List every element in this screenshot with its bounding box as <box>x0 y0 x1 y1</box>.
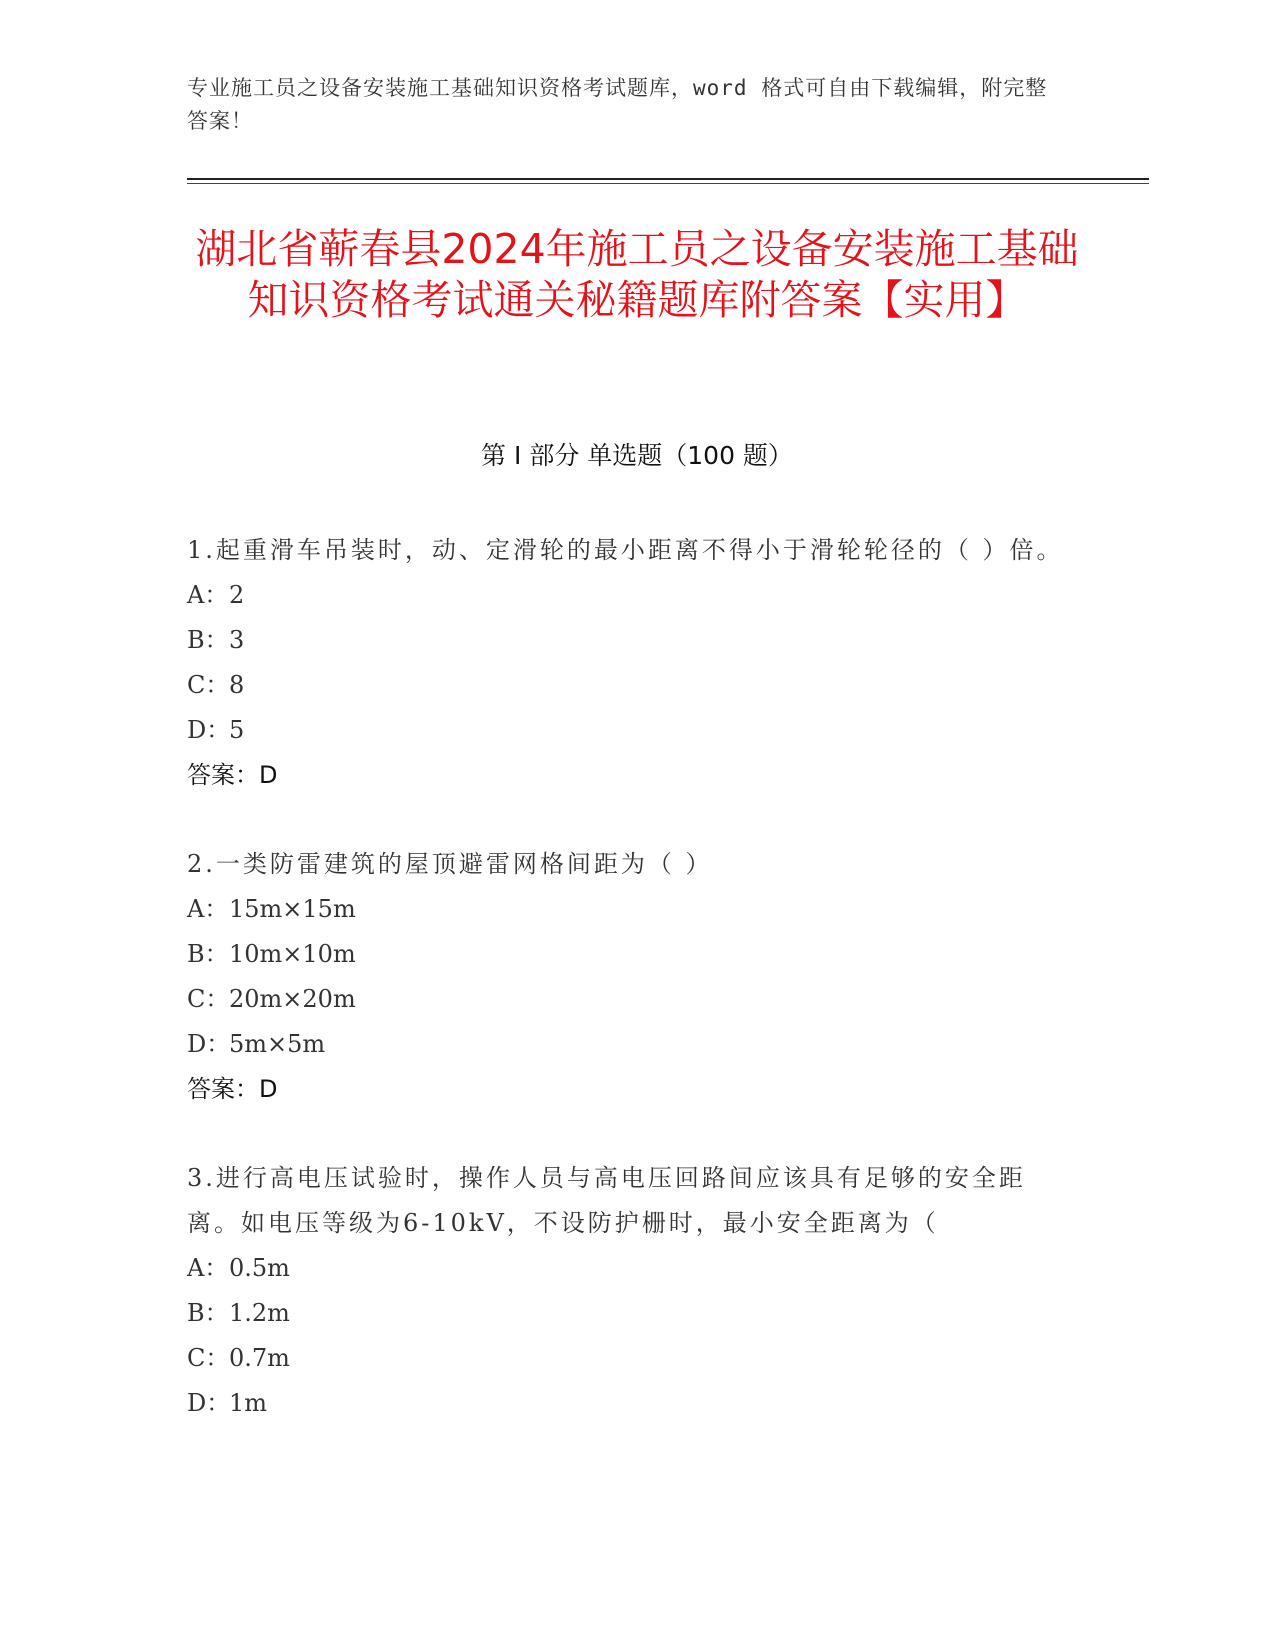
option-d <box>187 1381 1067 1426</box>
option-text: 20m×20m <box>229 985 356 1013</box>
option-text: 15m×15m <box>229 895 356 923</box>
option-text: 1.2m <box>229 1299 290 1327</box>
option-label: C： <box>187 671 230 699</box>
option-label: D： <box>187 716 231 744</box>
option-a <box>187 1246 1067 1291</box>
option-label: A： <box>187 1254 229 1282</box>
option-c <box>187 977 1067 1022</box>
option-a <box>187 573 1067 618</box>
answer-line <box>187 1067 1067 1112</box>
option-label: C： <box>187 985 230 1013</box>
question-2 <box>187 842 1067 1112</box>
option-label: B： <box>187 940 229 968</box>
header-divider-thin <box>187 183 1149 184</box>
answer-prefix: 答案： <box>187 1075 259 1103</box>
option-c <box>187 663 1067 708</box>
option-text: 2 <box>229 581 245 609</box>
option-text: 0.7m <box>229 1344 290 1372</box>
option-label: A： <box>187 895 229 923</box>
header-note: 专业施工员之设备安装施工基础知识资格考试题库，word 格式可自由下载编辑，附完整答案！ <box>187 76 1048 133</box>
header-divider-thick <box>187 178 1149 180</box>
answer-prefix: 答案： <box>187 761 259 789</box>
option-b <box>187 932 1067 977</box>
option-a <box>187 887 1067 932</box>
answer-value: D <box>259 1075 278 1103</box>
option-b <box>187 1291 1067 1336</box>
question-3 <box>187 1156 1067 1426</box>
question-1 <box>187 528 1067 798</box>
option-text: 1m <box>229 1389 268 1417</box>
option-c <box>187 1336 1067 1381</box>
option-label: D： <box>187 1389 231 1417</box>
option-d <box>187 1022 1067 1067</box>
question-list <box>187 528 1067 1470</box>
document-title: 湖北省蕲春县2024年施工员之设备安装施工基础知识资格考试通关秘籍题库附答案【实用】 <box>195 225 1079 324</box>
option-text: 5m×5m <box>229 1030 326 1058</box>
answer-line <box>187 753 1067 798</box>
option-text: 5 <box>229 716 245 744</box>
option-text: 8 <box>229 671 245 699</box>
option-b <box>187 618 1067 663</box>
question-stem: 3.进行高电压试验时，操作人员与高电压回路间应该具有足够的安全距离。如电压等级为6-10kV，不设防护栅时，最小安全距离为（ <box>187 1164 1026 1237</box>
option-label: D： <box>187 1030 231 1058</box>
option-label: B： <box>187 1299 229 1327</box>
question-stem: 2.一类防雷建筑的屋顶避雷网格间距为（ ） <box>187 850 713 878</box>
option-text: 10m×10m <box>229 940 356 968</box>
option-text: 3 <box>229 626 245 654</box>
question-stem: 1.起重滑车吊装时，动、定滑轮的最小距离不得小于滑轮轮径的（ ）倍。 <box>187 536 1064 564</box>
option-text: 0.5m <box>229 1254 290 1282</box>
option-d <box>187 708 1067 753</box>
section-title: 第 I 部分 单选题（100 题） <box>481 441 793 470</box>
option-label: A： <box>187 581 229 609</box>
option-label: B： <box>187 626 229 654</box>
answer-value: D <box>259 761 278 789</box>
option-label: C： <box>187 1344 230 1372</box>
